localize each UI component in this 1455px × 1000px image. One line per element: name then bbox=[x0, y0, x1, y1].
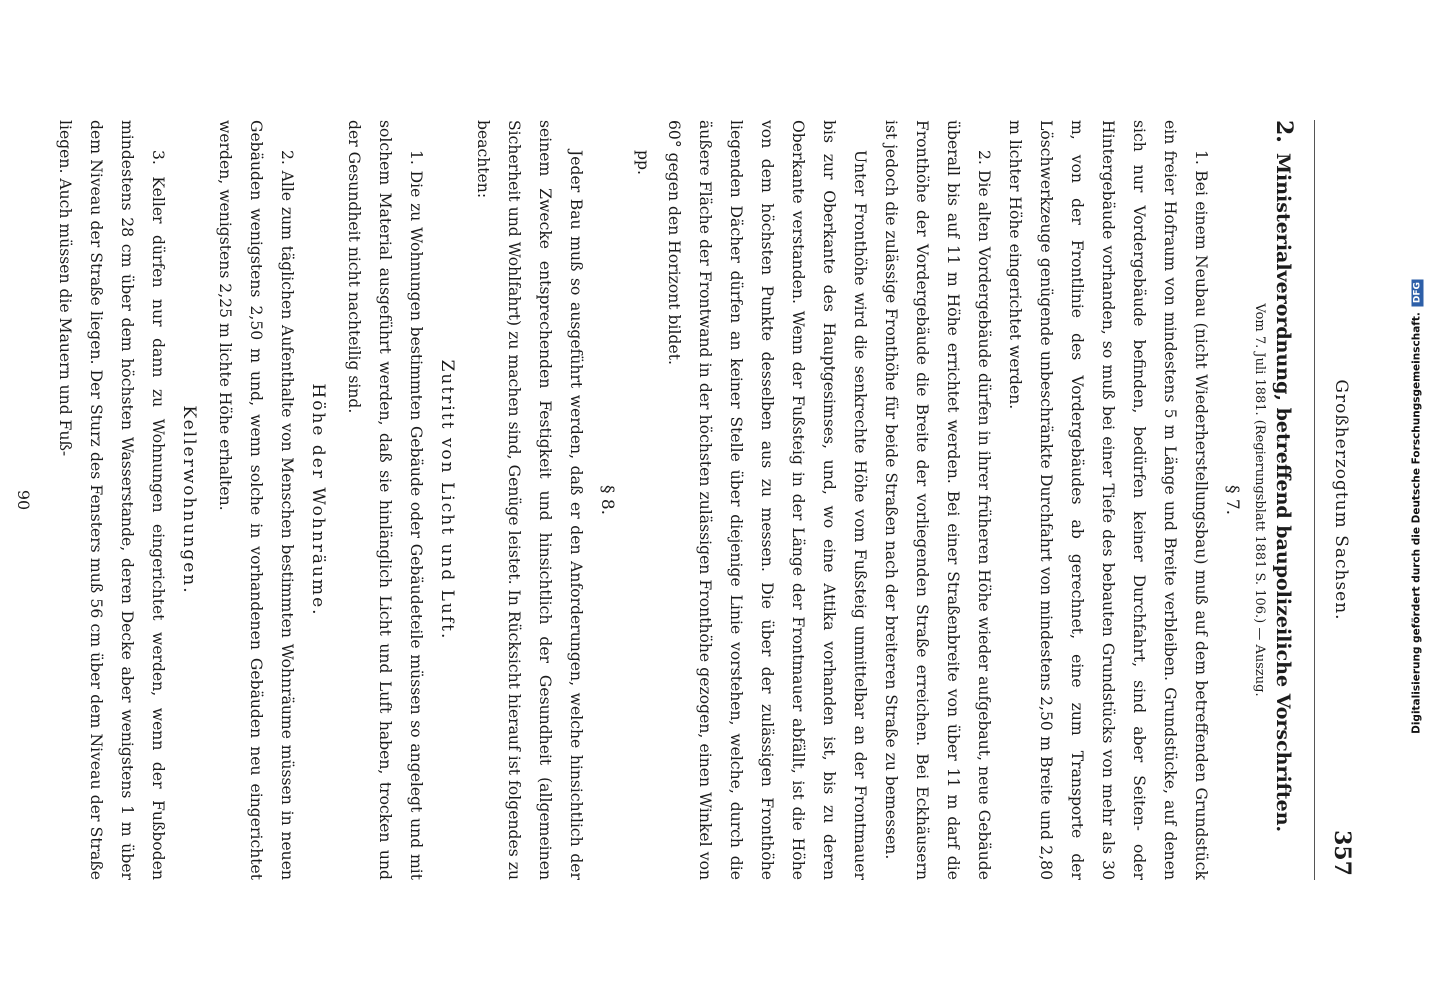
digitization-credit bbox=[1411, 17, 1424, 997]
section-8-intro: Jeder Bau muß so ausgeführt werden, daß er den Anforderungen, welche hinsichtlich der seinem Zwecke entsprechenden Festigkeit und hinsichtlich der Gesundheit (allgemeinen Sicherheit und Wohlfahrt) zu machen sind, Genüge leistet. In Rücksicht hierauf ist folgendes zu beachten: bbox=[474, 120, 585, 880]
running-head bbox=[1325, 120, 1355, 880]
section-8-item-2: 2. Alle zum täglichen Aufenthalte von Menschen bestimmten Wohnräume müssen in neuen Gebäuden wenigstens 2,50 m und, wenn solche in vorhandenen Gebäuden neu eingerichtet werden, wenigstens 2,25 m lichte Höhe erhalten. bbox=[216, 120, 296, 880]
signature-mark: 90 bbox=[14, 489, 33, 511]
section-7-pp: pp. bbox=[634, 150, 652, 175]
section-8-sign: § 8. bbox=[597, 484, 617, 516]
running-title: Großherzogtum Sachsen. bbox=[1331, 379, 1351, 621]
section-7-sign: § 7. bbox=[1222, 484, 1242, 516]
dfg-logo: DFG bbox=[1412, 279, 1424, 306]
section-8-item-3: 3. Keller dürfen nur dann zu Wohnungen eingerichtet werden, wenn der Fußboden mindestens 28 cm über dem höchsten Wasserstande, deren Decke aber wenigstens 1 m über dem Niveau der Straße liegen. Der Sturz des Fensters muß 56 cm über dem Niveau der Straße liegen. Auch müssen die Mauern und Fuß- bbox=[56, 120, 167, 880]
page-number: 357 bbox=[1329, 830, 1355, 876]
ordinance-title-text: Ministerialverordnung, betreffend baupolizeiliche Vorschriften. bbox=[1272, 152, 1294, 833]
ordinance-title bbox=[1271, 120, 1297, 880]
document-page bbox=[14, 120, 1377, 880]
credit-text: Digitalisierung gefördert durch die Deutsche Forschungsgemeinschaft. bbox=[1410, 312, 1423, 734]
section-8-item-1: 1. Die zu Wohnungen bestimmten Gebäude oder Gebäudeteile müssen so angelegt und mit solchem Material ausgeführt werden, daß sie hinlänglich Licht und Luft haben, trocken und der Gesundheit nicht nachteilig sind. bbox=[345, 120, 425, 880]
header-rule bbox=[1314, 120, 1315, 880]
section-7-paragraph-1: 1. Bei einem Neubau (nicht Wiederherstellungsbau) muß auf dem betreffenden Grundstück ein freier Hofraum von mindestens 5 m Länge und Breite verbleiben. Grundstücke, auf denen sich nur Vordergebäude befinden, bedürfen keiner Durchfahrt, sind aber Seiten- oder Hintergebäude vorhanden, so muß bei einer Tiefe des bebauten Grundstücks von mehr als 30 m, von der Frontlinie des Vordergebäudes ab gerechnet, eine zum Transporte der Löschwerkzeuge genügende unbeschränkte Durchfahrt von mindestens 2,50 m Breite und 2,80 m lichter Höhe eingerichtet werden. bbox=[1006, 120, 1210, 880]
section-7-paragraph-3: Unter Fronthöhe wird die senkrechte Höhe vom Fußsteig unmittelbar an der Frontmauer bis zur Oberkante des Hauptgesimses, und, wo eine Attika vorhanden ist, bis zu deren Oberkante verstanden. Wenn der Fußsteig in der Länge der Frontmauer abfällt, ist die Höhe von dem höchsten Punkte desselben aus zu messen. Die über der zulässigen Fronthöhe liegenden Dächer dürfen an keiner Stelle über diejenige Linie vorstehen, welche, durch die äußere Fläche der Frontwand in der höchsten zulässigen Fronthöhe gezogen, einen Winkel von 60° gegen den Horizont bildet. bbox=[665, 120, 869, 880]
page-body bbox=[14, 120, 1297, 880]
heading-room-height: Höhe der Wohnräume. bbox=[308, 383, 328, 617]
ordinance-subtitle: Vom 7. Juli 1881. (Regierungsblatt 1881 S. 106.) — Auszug. bbox=[1252, 303, 1267, 697]
heading-light-air: Zutritt von Licht und Luft. bbox=[437, 359, 457, 641]
heading-cellar-dwellings: Kellerwohnungen. bbox=[179, 405, 199, 595]
section-7-paragraph-2: 2. Die alten Vordergebäude dürfen in ihrer früheren Höhe wieder aufgebaut, neue Gebäude überall bis auf 11 m Höhe errichtet werden. Bei einer Straßenbreite von über 11 m darf die Fronthöhe der Vordergebäude die Breite der vorliegenden Straße erreichen. Bei Eckhäusern ist jedoch die zulässige Fronthöhe für beide Straßen nach der breiteren Straße zu bemessen. bbox=[882, 120, 993, 880]
ordinance-number: 2. bbox=[1271, 120, 1297, 143]
